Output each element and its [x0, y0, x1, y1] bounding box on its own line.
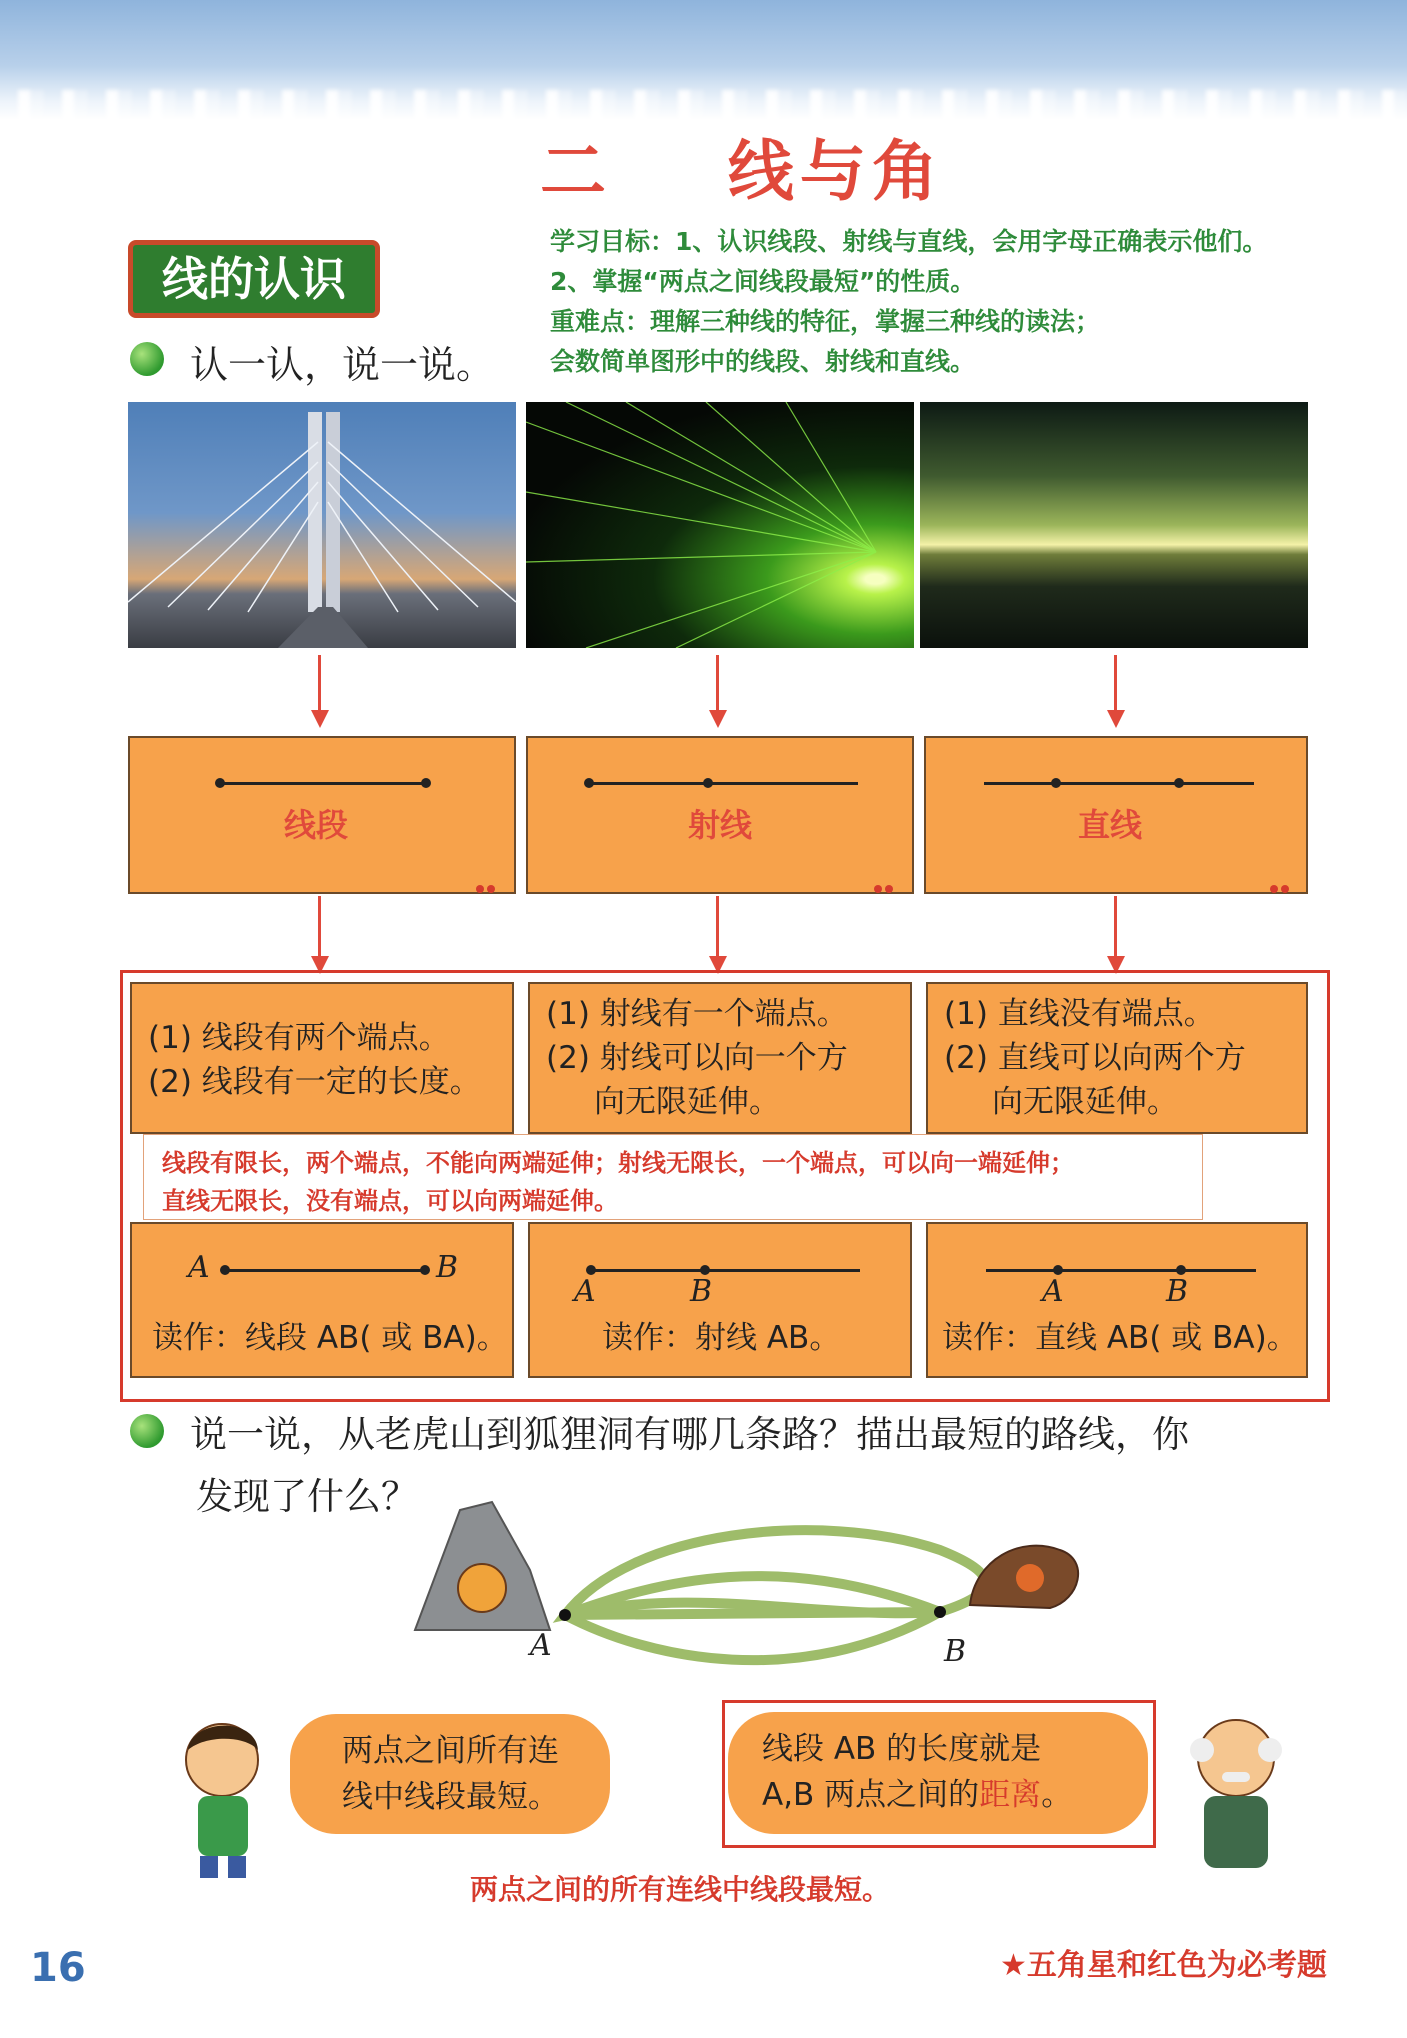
key-point-line: 重难点：理解三种线的特征，掌握三种线的读法；	[550, 307, 1101, 336]
line-property-box	[926, 982, 1308, 1134]
segment-type-box	[128, 736, 516, 894]
ray-property-2: (2) 射线可以向一个方	[546, 1040, 848, 1076]
point-b-dot	[934, 1606, 946, 1618]
conclusion-text: 两点之间的所有连线中线段最短。	[470, 1873, 891, 1906]
learning-goal-line: 学习目标：1、认识线段、射线与直线，会用字母正确表示他们。	[550, 227, 1268, 256]
left-speech-bubble	[290, 1714, 610, 1834]
key-point-line: 会数简单图形中的线段、射线和直线。	[550, 347, 976, 376]
route-point-b-label: B	[944, 1634, 967, 1669]
segment-ab-line	[225, 1269, 423, 1272]
tiger-face-icon	[458, 1564, 506, 1612]
arrow-line	[318, 896, 321, 958]
ray-type-box	[526, 736, 914, 894]
line-property-1: (1) 直线没有端点。	[944, 996, 1215, 1032]
prompt-recognize: 认一认，说一说。	[190, 343, 495, 387]
ray-property-2-cont: 向无限延伸。	[594, 1084, 780, 1120]
section-tag: 线的认识	[128, 240, 380, 318]
point-label-a: A	[188, 1250, 210, 1285]
arrow-down-icon	[709, 710, 727, 728]
segment-reading-box	[130, 1222, 514, 1378]
left-bubble-line: 线中线段最短。	[342, 1779, 559, 1815]
line-property-2: (2) 直线可以向两个方	[944, 1040, 1246, 1076]
arrow-line	[716, 896, 719, 958]
point-label-b: B	[436, 1250, 459, 1285]
segment-property-2: (2) 线段有一定的长度。	[148, 1064, 481, 1100]
sunset-sea-photo	[920, 402, 1308, 648]
arrow-line	[716, 655, 719, 710]
summary-note-line: 直线无限长，没有端点，可以向两端延伸。	[162, 1187, 618, 1215]
grandpa-character-icon	[1176, 1710, 1296, 1880]
line-reading: 读作：直线 AB( 或 BA)。	[942, 1320, 1298, 1356]
endpoint-dot	[215, 778, 225, 788]
point-label-a: A	[574, 1274, 596, 1309]
boy-character-icon	[170, 1710, 280, 1880]
chapter-title: 二 线与角	[540, 133, 944, 210]
line-label: 直线	[1078, 806, 1143, 844]
segment-diagram-line	[220, 782, 426, 785]
segment-property-box	[130, 982, 514, 1134]
arrow-line	[1114, 655, 1117, 710]
point-label-b: B	[1166, 1274, 1189, 1309]
right-bubble-line: 线段 AB 的长度就是	[762, 1731, 1042, 1767]
right-bubble-line: A,B 两点之间的距离。	[762, 1777, 1073, 1813]
ray-label: 射线	[688, 806, 753, 844]
endpoint-dot	[421, 778, 431, 788]
line-reading-box	[926, 1222, 1308, 1378]
bridge-photo	[128, 402, 516, 648]
endpoint-dot	[584, 778, 594, 788]
dots-icon	[476, 878, 502, 888]
ray-reading-box	[528, 1222, 912, 1378]
prompt-paths-line: 发现了什么？	[196, 1475, 418, 1518]
segment-property-1: (1) 线段有两个端点。	[148, 1020, 450, 1056]
segment-label: 线段	[284, 806, 349, 844]
ray-diagram-line	[588, 782, 858, 785]
point-a-dot	[559, 1609, 571, 1621]
point-dot	[1174, 778, 1184, 788]
arrow-line	[318, 655, 321, 710]
prompt-paths-line: 说一说，从老虎山到狐狸洞有哪几条路？描出最短的路线，你	[190, 1413, 1189, 1456]
fox-face-icon	[1016, 1564, 1044, 1592]
arrow-down-icon	[1107, 710, 1125, 728]
segment-reading: 读作：线段 AB( 或 BA)。	[152, 1320, 508, 1356]
laser-photo	[526, 402, 914, 648]
line-diagram-line	[984, 782, 1254, 785]
route-point-a-label: A	[530, 1628, 552, 1663]
arrow-line	[1114, 896, 1117, 958]
point-dot	[1051, 778, 1061, 788]
arrow-down-icon	[311, 710, 329, 728]
line-type-box	[924, 736, 1308, 894]
green-bullet-icon	[130, 342, 164, 376]
exam-legend: ★五角星和红色为必考题	[1000, 1948, 1327, 1983]
learning-goal-line: 2、掌握“两点之间线段最短”的性质。	[550, 267, 976, 296]
line-property-2-cont: 向无限延伸。	[992, 1084, 1178, 1120]
green-bullet-icon	[130, 1414, 164, 1448]
dots-icon	[1270, 878, 1296, 888]
point-dot	[703, 778, 713, 788]
ray-ab-line	[590, 1269, 860, 1272]
left-bubble-line: 两点之间所有连	[342, 1733, 559, 1769]
distance-term: 距离	[979, 1777, 1042, 1813]
ray-property-1: (1) 射线有一个端点。	[546, 996, 848, 1032]
ray-property-box	[528, 982, 912, 1134]
endpoint-dot	[420, 1265, 430, 1275]
summary-note	[143, 1134, 1203, 1220]
page-number: 16	[30, 1945, 86, 1991]
dots-icon	[874, 878, 900, 888]
point-label-a: A	[1042, 1274, 1064, 1309]
summary-note-line: 线段有限长，两个端点，不能向两端延伸；射线无限长，一个端点，可以向一端延伸；	[162, 1149, 1074, 1177]
route-diagram	[400, 1490, 1100, 1700]
ray-reading: 读作：射线 AB。	[602, 1320, 841, 1356]
line-ab-line	[986, 1269, 1256, 1272]
point-label-b: B	[690, 1274, 713, 1309]
right-speech-bubble	[728, 1712, 1148, 1834]
